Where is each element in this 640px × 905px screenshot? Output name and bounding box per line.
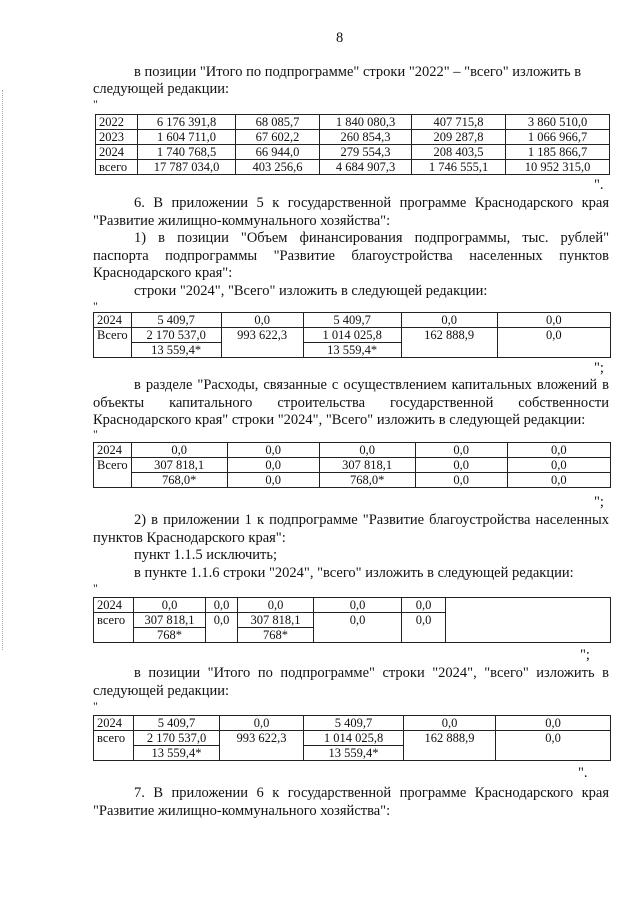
table-cell: 10 952 315,0 <box>506 160 610 175</box>
table-cell: всего <box>94 731 134 761</box>
table-cell: Всего <box>94 458 132 488</box>
table-cell: 5 409,7 <box>304 716 404 731</box>
paragraph-itogo-2024-text: в позиции "Итого по подпрограмме" строки "2024", "всего" изложить в следующей редакции: <box>93 665 609 699</box>
table-cell: 66 944,0 <box>236 145 320 160</box>
table-row <box>94 458 611 473</box>
table-cell: 1 840 080,3 <box>320 115 412 130</box>
open-quote: " <box>93 299 98 313</box>
page-number: 8 <box>336 30 344 46</box>
table-cell: 0,0 <box>497 313 610 328</box>
table-cell: 2 170 537,0 <box>134 731 220 746</box>
paragraph-appendix-1 <box>93 512 609 547</box>
table-cell: 768,0* <box>131 473 227 488</box>
table-cell: 768* <box>238 628 314 643</box>
table-cell: 13 559,4* <box>131 343 221 358</box>
table-row <box>94 443 611 458</box>
table-cell: 2023 <box>96 130 138 145</box>
table-cell: 13 559,4* <box>303 343 401 358</box>
table-cell: 17 787 034,0 <box>138 160 236 175</box>
table-row <box>96 145 610 160</box>
table-cell: 407 715,8 <box>412 115 506 130</box>
table-cell: 307 818,1 <box>319 458 415 473</box>
table-cell: 2024 <box>94 716 134 731</box>
table-cell: 0,0 <box>507 443 610 458</box>
table-itogo-2024 <box>93 715 611 761</box>
table-cell: всего <box>94 613 134 643</box>
table-cell: 0,0 <box>206 598 238 613</box>
table-cell: 13 559,4* <box>134 746 220 761</box>
table-cell: 67 602,2 <box>236 130 320 145</box>
open-quote: " <box>93 581 98 595</box>
table-cell: 403 256,6 <box>236 160 320 175</box>
table-cell: 208 403,5 <box>412 145 506 160</box>
close-quote: "; <box>580 647 590 663</box>
paragraph-section-7 <box>93 785 609 820</box>
table-cell: 5 409,7 <box>134 716 220 731</box>
table-row <box>94 598 611 613</box>
paragraph-6-1 <box>93 230 609 283</box>
table-cell: 0,0 <box>496 716 611 731</box>
table-cell: 0,0 <box>206 613 238 643</box>
paragraph-section-6-text: 6. В приложении 5 к государственной программе Краснодарского края "Развитие жилищно-коммунального хозяйства": <box>93 195 609 229</box>
table-row <box>94 313 611 328</box>
table-cell: 68 085,7 <box>236 115 320 130</box>
paragraph-section-7-text: 7. В приложении 6 к государственной программе Краснодарского края "Развитие жилищно-коммунального хозяйства": <box>93 785 609 819</box>
table-passport-financing <box>93 312 611 358</box>
table-cell: 0,0 <box>319 443 415 458</box>
table-row <box>96 130 610 145</box>
table-cell: 1 740 768,5 <box>138 145 236 160</box>
table-cell: 307 818,1 <box>134 613 206 628</box>
table-row <box>94 716 611 731</box>
table-cell: 1 014 025,8 <box>304 731 404 746</box>
paragraph-itogo-2022: в позиции "Итого по подпрограмме" строки "2022" – "всего" изложить в <box>134 64 582 80</box>
table-cell: 5 409,7 <box>131 313 221 328</box>
table-cell: 0,0 <box>227 458 319 473</box>
table-cell: 0,0 <box>314 598 402 613</box>
table-cell: 0,0 <box>507 473 610 488</box>
table-cell: 5 409,7 <box>303 313 401 328</box>
table-cell: всего <box>96 160 138 175</box>
paragraph-itogo-2022-cont: следующей редакции: <box>93 81 230 97</box>
table-cell: 307 818,1 <box>131 458 227 473</box>
table-cell: 209 287,8 <box>412 130 506 145</box>
close-quote: ". <box>594 177 604 193</box>
table-cell: 0,0 <box>131 443 227 458</box>
table-cell: 1 014 025,8 <box>303 328 401 343</box>
open-quote: " <box>93 699 98 713</box>
close-quote: ". <box>578 765 588 781</box>
table-cell: 2024 <box>94 598 134 613</box>
table-cell: 1 066 966,7 <box>506 130 610 145</box>
table-cell: 2024 <box>94 313 132 328</box>
table-cell: 0,0 <box>415 473 507 488</box>
table-cell: 0,0 <box>221 313 303 328</box>
table-cell: Всего <box>94 328 132 358</box>
table-cell: 6 176 391,8 <box>138 115 236 130</box>
table-itogo-2022 <box>95 114 610 175</box>
table-cell: 1 604 711,0 <box>138 130 236 145</box>
paragraph-1-1-5: пункт 1.1.5 исключить; <box>134 547 277 563</box>
table-cell: 0,0 <box>402 598 446 613</box>
table-cell: 1 185 866,7 <box>506 145 610 160</box>
close-quote: "; <box>594 360 604 376</box>
table-cell: 0,0 <box>238 598 314 613</box>
table-cell: 13 559,4* <box>304 746 404 761</box>
table-cell: 2024 <box>96 145 138 160</box>
table-cell-empty <box>446 598 611 643</box>
paragraph-section-6 <box>93 195 609 230</box>
scan-binding-edge <box>2 90 6 650</box>
table-cell: 2022 <box>96 115 138 130</box>
table-cell: 993 622,3 <box>220 731 304 761</box>
table-cell: 0,0 <box>220 716 304 731</box>
table-cell: 4 684 907,3 <box>320 160 412 175</box>
table-cell: 0,0 <box>227 443 319 458</box>
table-row <box>96 115 610 130</box>
table-row <box>94 731 611 746</box>
table-cell: 0,0 <box>402 613 446 643</box>
table-cell: 0,0 <box>404 716 496 731</box>
table-cell: 2024 <box>94 443 132 458</box>
table-cell: 0,0 <box>401 313 497 328</box>
table-capital-investments <box>93 442 611 488</box>
paragraph-itogo-2024 <box>93 665 609 700</box>
table-cell: 2 170 537,0 <box>131 328 221 343</box>
table-cell: 0,0 <box>507 458 610 473</box>
table-cell: 0,0 <box>496 731 611 761</box>
table-cell: 768* <box>134 628 206 643</box>
open-quote: " <box>93 427 98 441</box>
table-cell: 260 854,3 <box>320 130 412 145</box>
table-cell: 0,0 <box>134 598 206 613</box>
close-quote: "; <box>594 494 604 510</box>
table-cell: 162 888,9 <box>404 731 496 761</box>
table-cell: 0,0 <box>227 473 319 488</box>
table-row <box>96 160 610 175</box>
table-cell: 0,0 <box>415 458 507 473</box>
table-cell: 162 888,9 <box>401 328 497 358</box>
table-cell: 3 860 510,0 <box>506 115 610 130</box>
table-item-1-1-6 <box>93 597 611 643</box>
table-cell: 0,0 <box>497 328 610 358</box>
table-cell: 768,0* <box>319 473 415 488</box>
paragraph-1-1-6: в пункте 1.1.6 строки "2024", "всего" изложить в следующей редакции: <box>134 565 574 581</box>
table-cell: 1 746 555,1 <box>412 160 506 175</box>
table-cell: 0,0 <box>314 613 402 643</box>
paragraph-capital-investments <box>93 377 609 430</box>
table-row <box>94 328 611 343</box>
table-row <box>94 473 611 488</box>
table-cell: 279 554,3 <box>320 145 412 160</box>
table-cell: 307 818,1 <box>238 613 314 628</box>
paragraph-6-1-rows: строки "2024", "Всего" изложить в следующей редакции: <box>134 283 488 299</box>
paragraph-capital-investments-text: в разделе "Расходы, связанные с осуществлением капитальных вложений в объекты капитального строительства государственной собственности Краснодарского края" строки "2024", "Всего" изложить в следующей редакции: <box>93 377 609 428</box>
table-cell: 0,0 <box>415 443 507 458</box>
paragraph-6-1-text: 1) в позиции "Объем финансирования подпрограммы, тыс. рублей" паспорта подпрограммы "Развитие благоустройства населенных пунктов Краснодарского края": <box>93 230 609 281</box>
table-cell: 993 622,3 <box>221 328 303 358</box>
paragraph-appendix-1-text: 2) в приложении 1 к подпрограмме "Развитие благоустройства населенных пунктов Краснодарского края": <box>93 512 609 546</box>
open-quote: " <box>93 97 98 111</box>
